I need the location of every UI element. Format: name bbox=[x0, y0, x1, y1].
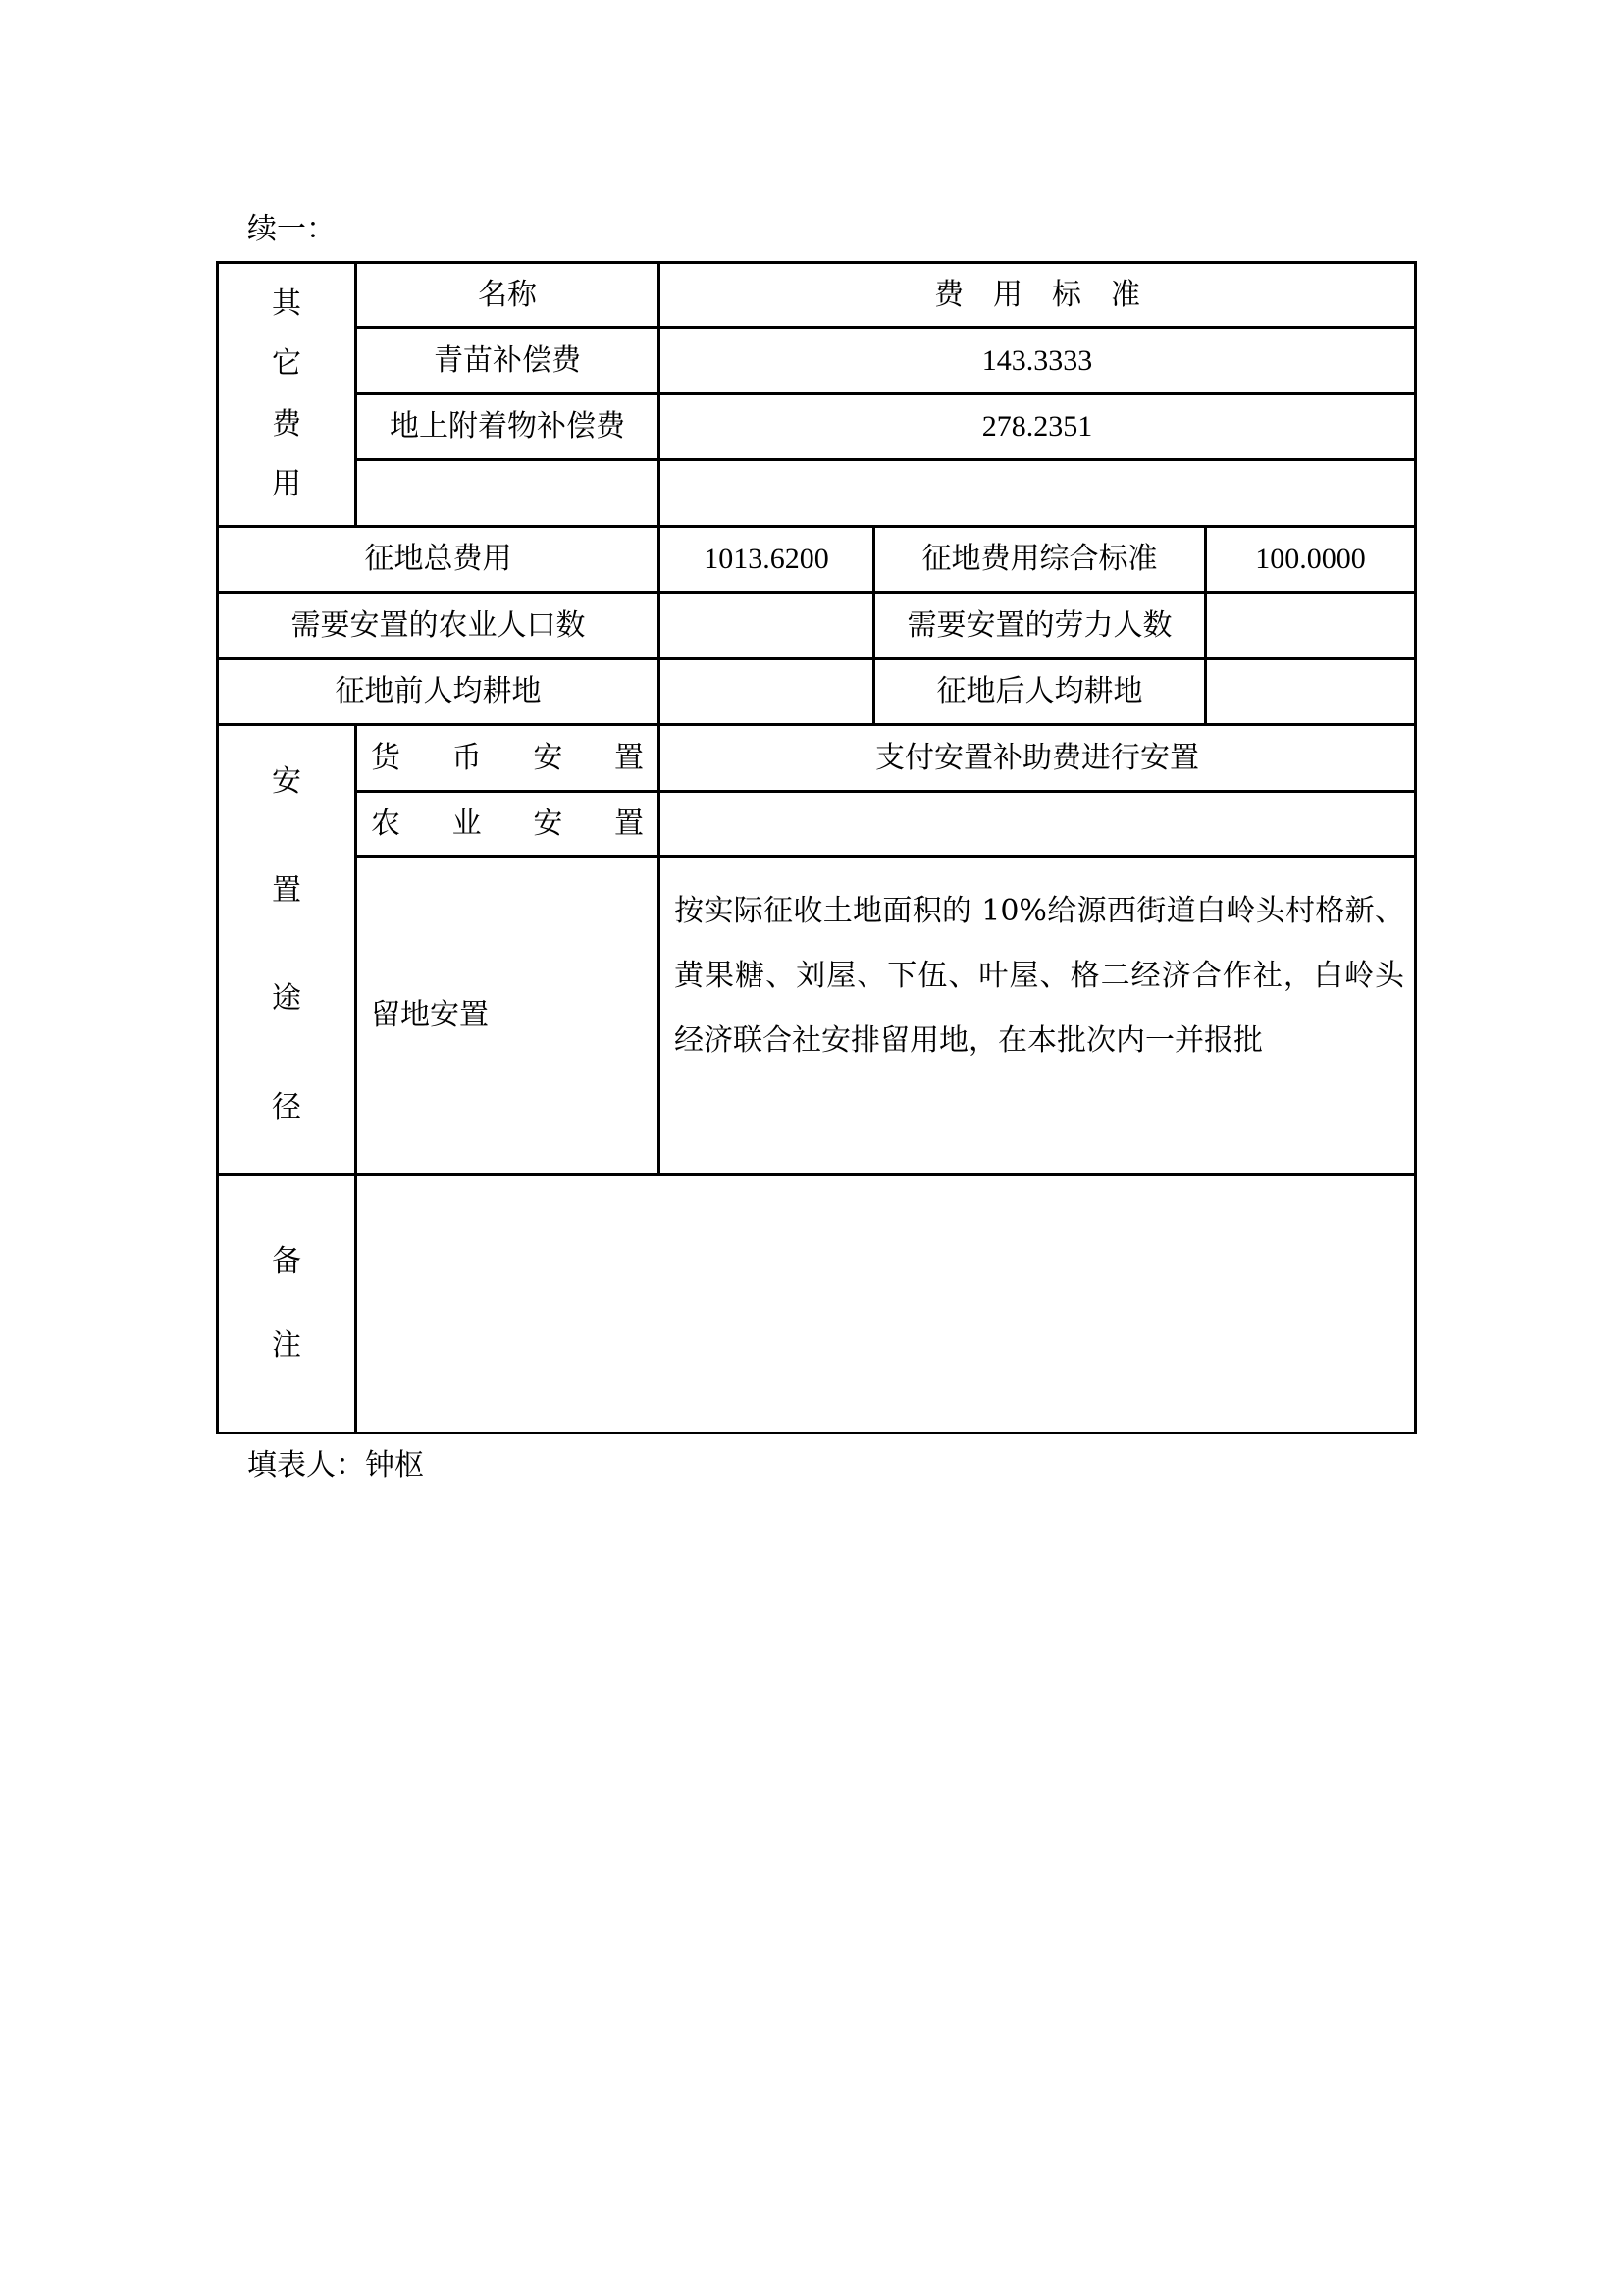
land-before-value bbox=[660, 660, 872, 723]
labor-count-label: 需要安置的劳力人数 bbox=[907, 607, 1173, 643]
fee-row-value: 278.2351 bbox=[981, 410, 1093, 443]
section-label-char: 备 bbox=[272, 1244, 301, 1278]
table-border-bottom bbox=[217, 1432, 1417, 1434]
remarks-value bbox=[357, 1176, 1414, 1432]
section-label-char: 途 bbox=[272, 981, 301, 1017]
monetary-resettlement-value: 支付安置补助费进行安置 bbox=[875, 740, 1199, 775]
header-standard: 费 用 标 准 bbox=[934, 277, 1140, 312]
label-char: 安 bbox=[533, 740, 563, 775]
section-label-char: 它 bbox=[272, 346, 301, 382]
label-char: 安 bbox=[533, 806, 563, 841]
remarks-section-label bbox=[219, 1176, 354, 1432]
composite-standard-label: 征地费用综合标准 bbox=[921, 542, 1158, 576]
section-label-char: 置 bbox=[272, 872, 301, 908]
reserved-land-resettlement-label: 留地安置 bbox=[371, 998, 489, 1032]
label-char: 农 bbox=[371, 806, 400, 841]
section-label-char: 其 bbox=[272, 286, 301, 321]
other-fees-section-label bbox=[219, 264, 354, 525]
section-label-char: 径 bbox=[272, 1089, 301, 1124]
resettlement-section-label bbox=[219, 726, 354, 1173]
section-label-char: 注 bbox=[272, 1329, 301, 1363]
land-after-value bbox=[1207, 660, 1414, 723]
total-fee-value: 1013.6200 bbox=[704, 543, 829, 575]
label-char: 货 bbox=[371, 740, 400, 775]
composite-standard-value: 100.0000 bbox=[1255, 543, 1366, 575]
label-char: 业 bbox=[451, 806, 482, 841]
table-border-right bbox=[1414, 261, 1417, 1434]
section-label-char: 用 bbox=[272, 467, 301, 502]
table-caption: 续一： bbox=[247, 212, 336, 246]
agricultural-resettlement-value bbox=[660, 793, 1414, 855]
header-name: 名称 bbox=[478, 277, 537, 312]
agri-population-label: 需要安置的农业人口数 bbox=[290, 607, 586, 643]
fee-row-name: 青苗补偿费 bbox=[434, 342, 581, 378]
labor-count-value bbox=[1207, 594, 1414, 657]
agricultural-resettlement-label bbox=[357, 793, 657, 855]
total-fee-label: 征地总费用 bbox=[364, 542, 512, 576]
fee-row-name bbox=[357, 461, 657, 525]
form-filler: 填表人：钟枢 bbox=[247, 1448, 424, 1483]
label-char: 置 bbox=[613, 806, 644, 841]
section-label-char: 费 bbox=[272, 406, 301, 442]
land-before-label: 征地前人均耕地 bbox=[335, 674, 542, 708]
fee-row-value: 143.3333 bbox=[981, 343, 1093, 377]
label-char: 置 bbox=[613, 740, 644, 775]
reserved-land-resettlement-value: 按实际征收土地面积的 10%给源西街道白岭头村格新、黄果糖、刘屋、下伍、叶屋、格二经济合作社，白岭头经济联合社安排留用地，在本批次内一并报批 bbox=[674, 894, 1404, 1058]
monetary-resettlement-label bbox=[357, 726, 657, 790]
land-after-label: 征地后人均耕地 bbox=[936, 674, 1143, 708]
fee-row-value bbox=[660, 461, 1414, 525]
fee-row-name: 地上附着物补偿费 bbox=[390, 409, 625, 443]
section-label-char: 安 bbox=[272, 764, 301, 800]
label-char: 币 bbox=[451, 740, 482, 775]
agri-population-value bbox=[660, 594, 872, 657]
